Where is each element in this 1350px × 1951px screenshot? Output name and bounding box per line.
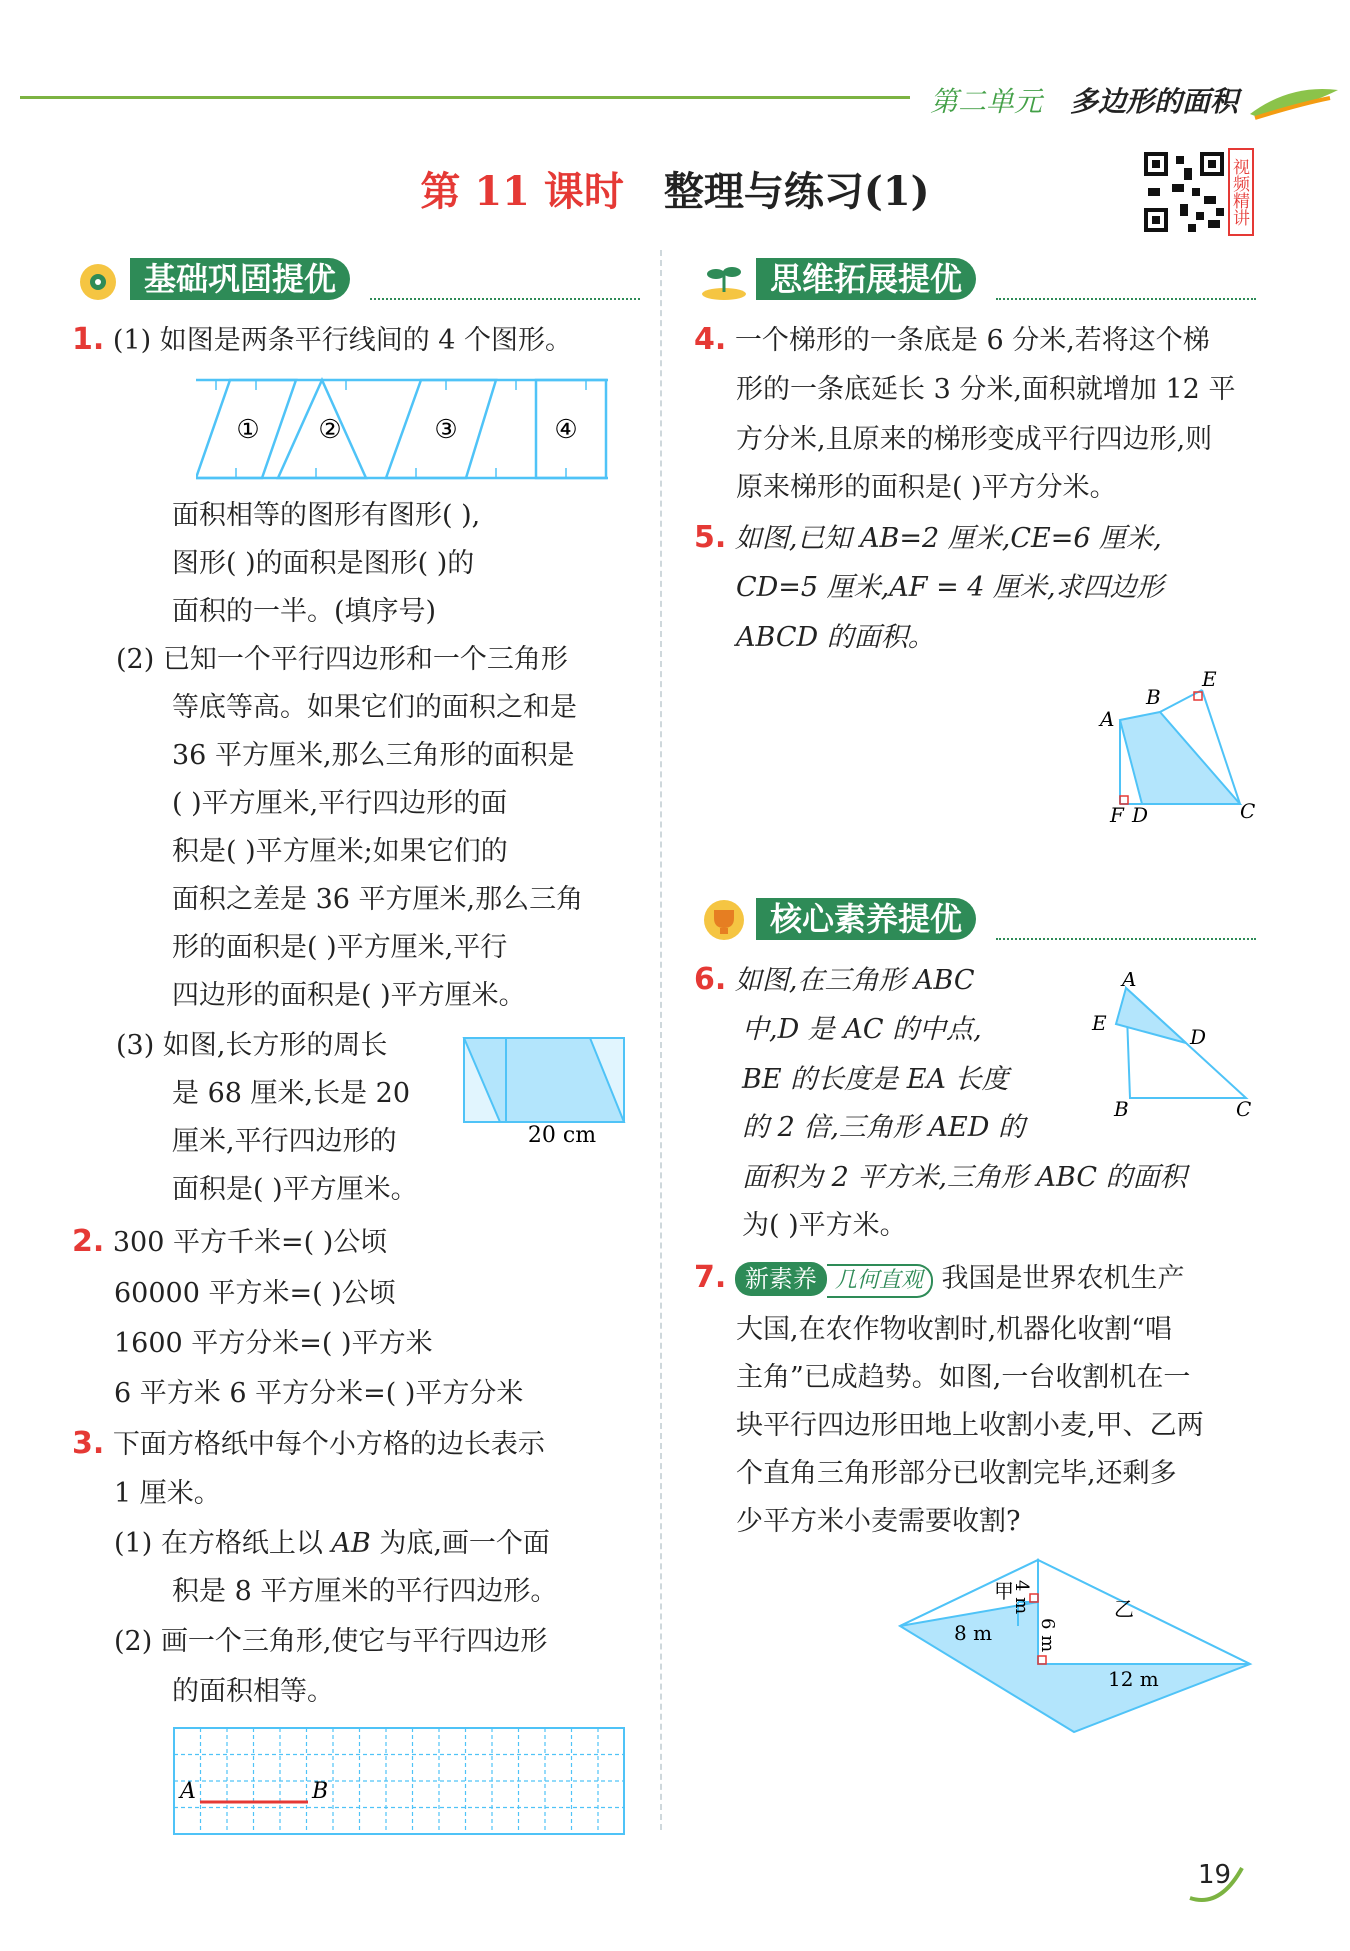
q2-line: 6 平方米 6 平方分米=( )平方分米 xyxy=(114,1378,524,1409)
q5-line: CD=5 厘米,AF = 4 厘米,求四边形 xyxy=(736,572,1164,603)
q7-line: 主角”已成趋势。如图,一台收割机在一 xyxy=(736,1362,1191,1393)
svg-text:C: C xyxy=(1240,799,1256,823)
video-tag[interactable]: 视频精讲 xyxy=(1228,148,1254,236)
q7-line: 7. 新素养 几何直观 我国是世界农机生产 xyxy=(694,1254,1184,1303)
qr-code-icon[interactable] xyxy=(1140,148,1228,236)
gear-leaf-icon xyxy=(70,256,124,302)
q4-line: 形的一条底延长 3 分米,面积就增加 12 平 xyxy=(736,374,1236,405)
svg-text:D: D xyxy=(1132,803,1149,827)
q1-part2-line: 积是( )平方厘米;如果它们的 xyxy=(172,836,508,867)
figure-label-4: ④ xyxy=(554,415,578,445)
q1-part1: 1. (1) 如图是两条平行线间的 4 个图形。 xyxy=(72,322,573,357)
q6-line: 6. 如图,在三角形 ABC xyxy=(694,962,975,997)
q3-line: (1) 在方格纸上以 AB 为底,画一个面 xyxy=(114,1528,550,1559)
q1-part3-line: 是 68 厘米,长是 20 xyxy=(172,1078,411,1109)
q1-part2-line: 等底等高。如果它们的面积之和是 xyxy=(172,692,577,723)
header-rule xyxy=(20,96,910,99)
q3-line: 3. 下面方格纸中每个小方格的边长表示 xyxy=(72,1426,545,1461)
section-thinking-title: 思维拓展提优 xyxy=(756,258,976,300)
svg-text:甲: 甲 xyxy=(994,1579,1014,1603)
q7-line: 大国,在农作物收割时,机器化收割“唱 xyxy=(736,1314,1172,1345)
leaf-swoosh-icon xyxy=(1250,84,1340,124)
page-leaf-icon xyxy=(1180,1858,1250,1908)
q3-line: 1 厘米。 xyxy=(114,1478,221,1509)
topic-label: 多边形的面积 xyxy=(1070,85,1239,118)
q1-line: 图形( )的面积是图形( )的 xyxy=(172,548,475,579)
page-number: 19 xyxy=(1198,1860,1232,1890)
grid-point-a: A xyxy=(180,1779,196,1804)
new-literacy-badge: 新素养 xyxy=(735,1262,827,1296)
unit-label: 第二单元 xyxy=(930,85,1043,118)
rect-length-label: 20 cm xyxy=(527,1123,597,1148)
q1-part2-line: (2) 已知一个平行四边形和一个三角形 xyxy=(116,644,568,675)
q2-line: 60000 平方米=( )公顷 xyxy=(114,1278,396,1309)
svg-text:B: B xyxy=(1114,1097,1129,1121)
q7-line: 块平行四边形田地上收割小麦,甲、乙两 xyxy=(736,1410,1204,1441)
q4-line: 方分米,且原来的梯形变成平行四边形,则 xyxy=(736,424,1213,455)
grid-paper[interactable] xyxy=(172,1726,628,1838)
q3-line: 的面积相等。 xyxy=(172,1676,334,1707)
q1-part2-line: 形的面积是( )平方厘米,平行 xyxy=(172,932,508,963)
q2-line: 2. 300 平方千米=( )公顷 xyxy=(72,1224,388,1259)
q1-part2-line: 面积之差是 36 平方厘米,那么三角 xyxy=(172,884,584,915)
svg-text:D: D xyxy=(1190,1025,1207,1049)
svg-text:C: C xyxy=(1236,1097,1252,1121)
section-basic-header xyxy=(70,256,640,302)
q5-line: ABCD 的面积。 xyxy=(736,622,935,653)
section-rule xyxy=(996,298,1256,300)
q1-part3-line: 面积是( )平方厘米。 xyxy=(172,1174,418,1205)
q4-line: 4. 一个梯形的一条底是 6 分米,若将这个梯 xyxy=(694,322,1210,357)
section-core-header xyxy=(696,896,1256,942)
q5-line: 5. 如图,已知 AB=2 厘米,CE=6 厘米, xyxy=(694,520,1162,555)
svg-text:乙: 乙 xyxy=(1114,1597,1134,1621)
figure-label-2: ② xyxy=(318,415,342,445)
lesson-number: 第 11 课时 xyxy=(420,168,624,215)
q1-line: 面积相等的图形有图形( ), xyxy=(172,500,481,531)
section-rule xyxy=(370,298,640,300)
svg-text:8 m: 8 m xyxy=(954,1621,993,1645)
q6-line: BE 的长度是 EA 长度 xyxy=(742,1064,1009,1095)
q6-line: 的 2 倍,三角形 AED 的 xyxy=(742,1112,1025,1143)
q6-triangle-figure xyxy=(1060,972,1260,1122)
section-basic-title: 基础巩固提优 xyxy=(130,258,350,300)
q1-line: 面积的一半。(填序号) xyxy=(172,596,437,627)
q6-line: 为( )平方米。 xyxy=(742,1210,907,1241)
q1-parallel-figure xyxy=(196,374,608,486)
column-divider xyxy=(660,250,662,1830)
svg-text:F: F xyxy=(1110,803,1124,827)
q4-line: 原来梯形的面积是( )平方分米。 xyxy=(736,472,1117,503)
q6-line: 中,D 是 AC 的中点, xyxy=(742,1014,982,1045)
q1-part2-line: 36 平方厘米,那么三角形的面积是 xyxy=(172,740,575,771)
svg-text:E: E xyxy=(1202,668,1217,691)
svg-text:12 m: 12 m xyxy=(1108,1667,1159,1691)
sprout-icon xyxy=(696,256,750,302)
svg-text:6 m: 6 m xyxy=(1037,1618,1058,1653)
q1-part3-line: 厘米,平行四边形的 xyxy=(172,1126,397,1157)
section-thinking-header xyxy=(696,256,1256,302)
svg-text:B: B xyxy=(1146,685,1161,709)
section-rule xyxy=(996,938,1256,940)
q5-quadrilateral-figure xyxy=(1090,668,1260,828)
q3-line: (2) 画一个三角形,使它与平行四边形 xyxy=(114,1626,548,1657)
q1-part3-line: (3) 如图,长方形的周长 xyxy=(116,1030,388,1061)
svg-text:E: E xyxy=(1092,1011,1107,1035)
q2-line: 1600 平方分米=( )平方米 xyxy=(114,1328,433,1359)
q1-part2-line: 四边形的面积是( )平方厘米。 xyxy=(172,980,526,1011)
q7-line: 个直角三角形部分已收割完毕,还剩多 xyxy=(736,1458,1177,1489)
q1-rect-figure xyxy=(460,1030,632,1154)
lesson-name: 整理与练习(1) xyxy=(663,168,930,215)
geometry-intuition-badge: 几何直观 xyxy=(827,1264,933,1298)
q7-line: 少平方米小麦需要收割? xyxy=(736,1506,1021,1537)
q7-field-figure xyxy=(894,1556,1254,1736)
svg-text:4 m: 4 m xyxy=(1011,1580,1032,1615)
figure-label-1: ① xyxy=(236,415,260,445)
grid-point-b: B xyxy=(312,1779,329,1804)
q3-line: 积是 8 平方厘米的平行四边形。 xyxy=(172,1576,558,1607)
figure-label-3: ③ xyxy=(434,415,458,445)
svg-text:A: A xyxy=(1122,972,1137,991)
section-core-title: 核心素养提优 xyxy=(756,898,976,940)
svg-text:A: A xyxy=(1100,707,1115,731)
q1-part2-line: ( )平方厘米,平行四边形的面 xyxy=(172,788,508,819)
q6-line: 面积为 2 平方米,三角形 ABC 的面积 xyxy=(742,1162,1187,1193)
trophy-icon xyxy=(696,896,750,942)
